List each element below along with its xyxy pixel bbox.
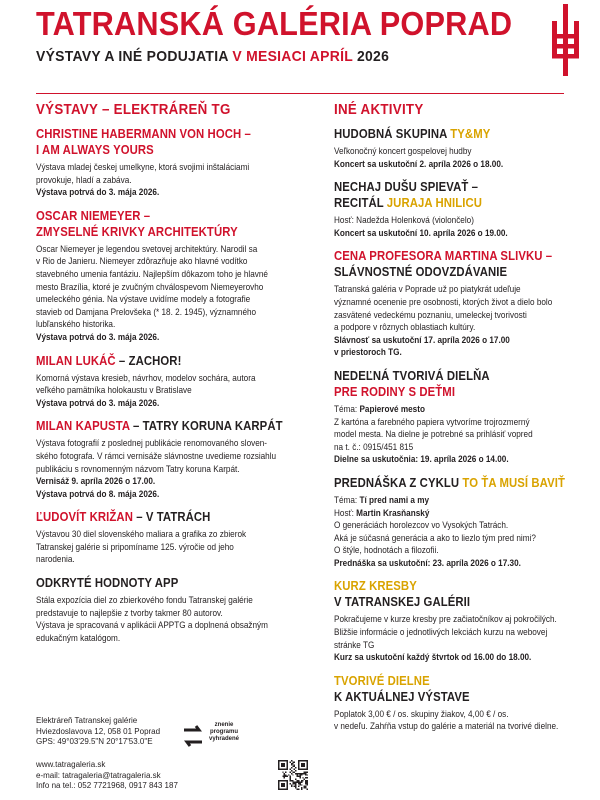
item-title-part: PRE RODINY S DEŤMI (334, 384, 456, 399)
exhibitions-list (36, 126, 304, 644)
item-description-line: umeleckého génia. Na výstave uvidíme modely a fotografie (36, 294, 251, 305)
address-line: Hviezdoslavova 12, 058 01 Poprad (36, 726, 161, 736)
item-description-line: ského fotografa. V rámci vernisáže slávnostne uvedieme rozsiahlu (36, 450, 277, 461)
event-item (334, 578, 564, 663)
item-title (36, 142, 277, 158)
subtitle-year: 2026 (352, 48, 390, 65)
item-body (36, 594, 272, 644)
item-title-part: CENA PROFESORA MARTINA SLIVKU – (334, 249, 553, 264)
badge-line: vyhradené (208, 736, 239, 742)
item-description-line: Stála expozícia diel zo zbierkového fondu Tatranskej galérie (36, 595, 253, 606)
page-subtitle (36, 48, 527, 65)
event-item (334, 673, 564, 733)
item-detail (334, 403, 536, 416)
item-title-part: TO ŤA MUSÍ BAVIŤ (462, 475, 566, 490)
item-description-line: edukačným katalógom. (36, 632, 121, 643)
address-line: Elektráreň Tatranskej galérie (36, 716, 138, 725)
item-body (334, 283, 553, 359)
item-body (36, 161, 272, 199)
item-description-line: Oscar Niemeyer je legendou svetovej architektúry. Narodil sa (36, 243, 258, 254)
item-title (36, 418, 283, 434)
item-date-line: v priestoroch TG. (334, 347, 402, 358)
item-description-line: lubľanského historika. (36, 319, 116, 330)
item-description-line: Hosť: Nadežda Holenková (violončelo) (334, 215, 474, 226)
item-title-part: MILAN KAPUSTA (36, 419, 130, 434)
item-title (334, 594, 541, 610)
item-description-line: Veľkonočný koncert gospelovej hudby (334, 146, 472, 156)
item-title-part: – TATRY KORUNA KARPÁT (129, 419, 283, 434)
item-description-line: O štýle, hodnotách a filozofii. (334, 545, 439, 556)
item-date-line: Výstava potrvá do 3. mája 2026. (36, 187, 160, 198)
item-title-part: I AM ALWAYS YOURS (36, 143, 154, 157)
item-description-line: Poplatok 3,00 € / os. skupiny žiakov, 4,00 € / os. (334, 708, 509, 719)
venue-address (36, 716, 304, 748)
item-title-part: – ZACHOR! (115, 353, 182, 368)
item-title (36, 353, 277, 369)
item-title-part: TVORIVÉ DIELNE (334, 673, 430, 688)
item-body (334, 708, 559, 733)
item-title (36, 224, 277, 240)
item-description-line: Aká je súčasná generácia a ako to liezlo tým pred nimi? (334, 532, 536, 543)
item-description-line: provokuje, hladí a zabáva. (36, 174, 132, 185)
item-title-part: CHRISTINE HABERMANN VON HOCH – (36, 127, 251, 141)
item-date-line: Vernisáž 9. apríla 2026 o 17.00. (36, 476, 156, 487)
item-description-line: v Rio de Janieru. Niemeyer zdôrazňuje ako hlavné vodítko (36, 256, 248, 267)
subtitle-month: V MESIACI APRÍL (232, 48, 353, 65)
item-description-line: Výstavou 30 diel slovenského maliara a grafika zo zbierok (36, 529, 247, 540)
event-item (334, 475, 564, 570)
event-item (36, 208, 304, 344)
phone-info: Info na tel.: 052 7721968, 0917 843 187 (36, 781, 178, 790)
item-title (334, 578, 541, 594)
item-description-line: Z kartóna a farebného papiera vytvoríme trojrozmerný (334, 416, 530, 427)
event-item (334, 248, 564, 359)
event-item (334, 126, 564, 170)
item-title (334, 248, 553, 264)
item-date-line: Prednáška sa uskutoční: 23. apríla 2026 o 17.30. (334, 557, 521, 568)
item-description-line: Tatranskej galérie si pripomíname 125. výročie od jeho (36, 541, 234, 552)
item-description-line: Výstava mladej českej umelkyne, ktorá svojimi inštaláciami (36, 162, 250, 172)
subtitle-part: VÝSTAVY A INÉ PODUJATIA (36, 48, 233, 65)
event-item (36, 418, 304, 500)
detail-value: Tí pred nami a my (359, 494, 430, 505)
item-description-line: Výstava fotografií z poslednej publikácie renomovaného sloven- (36, 438, 268, 449)
badge-line: znenie (214, 722, 234, 728)
item-body (334, 494, 536, 570)
item-title (334, 126, 541, 142)
item-date-line: Dielne sa uskutočnia: 19. apríla 2026 o 14.00. (334, 454, 509, 465)
activities-column (334, 102, 564, 742)
item-description-line: stránke TG (334, 639, 375, 650)
item-description-line: Bližšie informácie o jednotlivých lekciách kurzu na webovej (334, 627, 548, 638)
item-title-part: RECITÁL (334, 196, 387, 211)
item-description-line: v nedeľu. Zahŕňa vstup do galérie a materiál na tvorivé dielne. (334, 721, 559, 732)
item-title-part: ZMYSELNÉ KRIVKY ARCHITEKTÚRY (36, 224, 238, 239)
item-description-line: mesto Brazília, ktoré je zvučným chválospevom Niemeyerovho (36, 281, 264, 292)
item-title (334, 475, 566, 491)
item-description-line: veľkého pamätníka holokaustu v Bratislave (36, 385, 192, 396)
item-title-part: HUDOBNÁ SKUPINA (334, 127, 451, 141)
item-description-line: predstavuje to najlepšie z tvorby takmer 80 autorov. (36, 607, 223, 618)
item-title-part: K AKTUÁLNEJ VÝSTAVE (334, 689, 470, 704)
contact-info (36, 760, 178, 792)
reserved-program-icon (182, 724, 204, 750)
item-description-line: zasvätené vedeckému poznaniu, umeleckej tvorivosti (334, 309, 527, 320)
item-description-line: stavieb od Damjana Prelovšeka (* 18. 2. 1945), významného (36, 306, 257, 317)
item-body (36, 372, 272, 410)
item-body (36, 437, 277, 500)
item-title (36, 575, 277, 591)
event-item (36, 509, 304, 566)
item-description-line: významné ocenenie pre osobnosti, ktorých život a dielo bolo (334, 296, 553, 307)
item-date-line: Kurz sa uskutoční každý štvrtok od 16.00 do 18.00. (334, 652, 532, 663)
item-title (36, 126, 277, 142)
item-description-line: stavebného umenia fantáziu. Najlepším dôkazom toho je hlavné (36, 268, 268, 279)
item-title (334, 689, 541, 705)
item-body (334, 214, 536, 239)
event-item (36, 126, 304, 199)
website-link[interactable]: www.tatragaleria.sk (36, 760, 106, 769)
item-date-line: Výstava potrvá do 3. mája 2026. (36, 331, 160, 342)
address-line: GPS: 49°03'29.5"N 20°17'53.0"E (36, 737, 153, 746)
item-title-part: PREDNÁŠKA Z CYKLU (334, 475, 463, 490)
item-body (36, 243, 272, 344)
item-detail (334, 507, 536, 520)
item-title (334, 368, 541, 384)
event-item (36, 353, 304, 410)
item-description-line: Tatranská galéria v Poprade už po piatykrát udeľuje (334, 284, 521, 295)
item-date-line: Výstava potrvá do 3. mája 2026. (36, 397, 160, 408)
item-title (334, 673, 541, 689)
item-description-line: narodenia. (36, 554, 75, 565)
item-title-part: NECHAJ DUŠU SPIEVAŤ – (334, 180, 479, 195)
item-title-part: V TATRANSKEJ GALÉRII (334, 595, 471, 610)
item-detail (334, 494, 536, 507)
footer (36, 716, 304, 796)
item-date-line: Slávnosť sa uskutoční 17. apríla 2026 o 17.00 (334, 334, 510, 345)
item-title (334, 195, 541, 211)
email-link[interactable]: e-mail: tatragaleria@tatragaleria.sk (36, 770, 161, 780)
item-title-part: KURZ KRESBY (334, 579, 417, 594)
item-description-line: O generáciách horolezcov vo Vysokých Tatrách. (334, 520, 509, 531)
item-title-part: ĽUDOVÍT KRIŽAN (36, 510, 133, 525)
detail-label: Hosť: (334, 507, 357, 518)
badge-line: programu (209, 729, 238, 735)
detail-label: Téma: (334, 494, 360, 505)
item-title-part: NEDEĽNÁ TVORIVÁ DIELŇA (334, 368, 490, 383)
event-item (36, 575, 304, 644)
item-title (36, 509, 277, 525)
item-description-line: na t. č.: 0915/451 815 (334, 441, 414, 452)
item-description-line: Komorná výstava kresieb, návrhov, modelov sochára, autora (36, 372, 256, 383)
item-title (334, 384, 541, 400)
item-title-part: SLÁVNOSTNÉ ODOVZDÁVANIE (334, 265, 508, 280)
item-body (334, 613, 557, 663)
item-description-line: Výstava je spracovaná v aplikácii APPTG a doplnená obsažným (36, 620, 268, 631)
item-title-part: TY&MY (450, 127, 491, 141)
item-date-line: Koncert sa uskutoční 10. apríla 2026 o 19.00. (334, 227, 508, 238)
badge-text (206, 722, 242, 743)
item-title-part: OSCAR NIEMEYER – (36, 208, 151, 223)
detail-value: Martin Krasňanský (356, 507, 430, 518)
detail-value: Papierové mesto (359, 403, 425, 414)
detail-label: Téma: (334, 403, 360, 414)
item-title-part: – V TATRÁCH (132, 510, 211, 525)
event-item (334, 368, 564, 466)
reserved-program-badge (182, 722, 262, 752)
activities-list (334, 126, 564, 733)
item-title (334, 179, 541, 195)
qr-code-icon[interactable] (278, 760, 308, 790)
item-description-line: publikáciu s rovnomenným názvom Tatry koruna Karpát. (36, 463, 240, 474)
item-description-line: model mesta. Na dielne je potrebné sa prihlásiť vopred (334, 429, 533, 440)
item-title-part: JURAJA HNILICU (386, 196, 483, 211)
item-body (334, 145, 536, 170)
item-title (334, 264, 541, 280)
event-item (334, 179, 564, 239)
item-description-line: Pokračujeme v kurze kresby pre začiatočníkov aj pokročilých. (334, 614, 557, 625)
item-body (334, 403, 536, 466)
item-title-part: ODKRYTÉ HODNOTY APP (36, 576, 179, 591)
item-description-line: a podpore v rôznych oblastiach kultúry. (334, 322, 476, 333)
header (36, 6, 564, 86)
page-title: TATRANSKÁ GALÉRIA POPRAD (36, 5, 513, 42)
item-body (36, 528, 272, 566)
header-rule (36, 93, 564, 94)
item-date-line: Výstava potrvá do 8. mája 2026. (36, 488, 160, 499)
exhibitions-column (36, 102, 304, 653)
item-title-part: MILAN LUKÁČ (36, 353, 116, 368)
item-title (36, 208, 277, 224)
tatry-gallery-logo-icon (546, 4, 586, 76)
exhibitions-heading: VÝSTAVY – ELEKTRÁREŇ TG (36, 102, 231, 118)
activities-heading: INÉ AKTIVITY (334, 102, 424, 118)
item-date-line: Koncert sa uskutoční 2. apríla 2026 o 18.00. (334, 158, 504, 169)
